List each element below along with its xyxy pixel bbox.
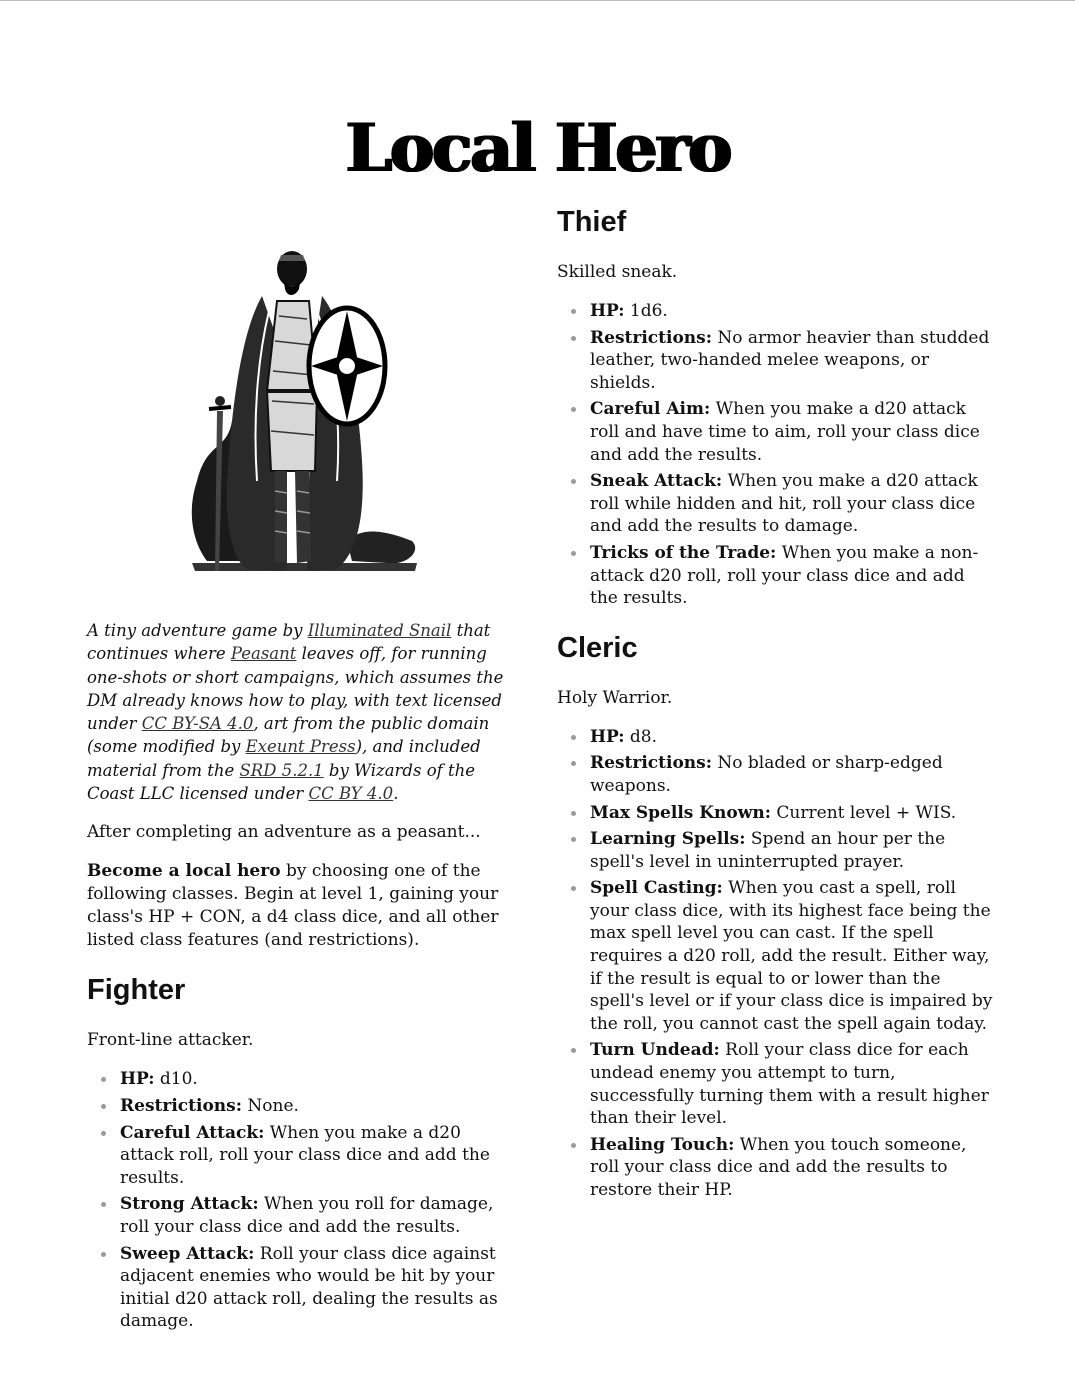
- list-item: [120, 1243, 517, 1333]
- left-column: [87, 231, 517, 1337]
- feature-label: HP:: [120, 1069, 155, 1090]
- feature-label: Careful Aim:: [590, 399, 711, 420]
- link-peasant[interactable]: Peasant: [230, 644, 297, 664]
- feature-text: No bladed or sharp-edged weapons.: [590, 753, 943, 796]
- right-column: [557, 206, 997, 1206]
- intro-text: A tiny adventure game by: [87, 621, 308, 640]
- feature-label: Sneak Attack:: [590, 471, 723, 492]
- feature-label: Sweep Attack:: [120, 1243, 255, 1264]
- knight-illustration: [187, 241, 427, 591]
- feature-label: Strong Attack:: [120, 1194, 259, 1215]
- list-item: [590, 802, 997, 825]
- become-hero-paragraph: [87, 860, 517, 952]
- feature-label: Restrictions:: [120, 1095, 242, 1116]
- feature-text: When you make a non-attack d20 roll, roll your class dice and add the results.: [590, 542, 979, 609]
- feature-text: d10.: [154, 1069, 198, 1090]
- list-item: [590, 1039, 997, 1129]
- list-item: [590, 1134, 997, 1202]
- list-item: [590, 726, 997, 749]
- feature-label: Learning Spells:: [590, 829, 746, 850]
- feature-label: HP:: [590, 301, 625, 321]
- list-item: [590, 470, 997, 538]
- fighter-heading: Fighter: [87, 974, 186, 1007]
- feature-text: When you make a d20 attack roll, roll your class dice and add the results.: [120, 1122, 490, 1188]
- list-item: [120, 1095, 517, 1118]
- feature-text: When you make a d20 attack roll while hidden and hit, roll your class dice and add the results to damage.: [590, 471, 978, 537]
- intro-paragraph: [87, 619, 517, 805]
- intro-text: ), and included material from the: [87, 737, 481, 780]
- list-item: [590, 752, 997, 797]
- intro-text: by Wizards of the Coast LLC licensed under: [87, 760, 476, 804]
- feature-label: Max Spells Known:: [590, 802, 772, 823]
- feature-label: Careful Attack:: [120, 1122, 265, 1143]
- list-item: [120, 1122, 517, 1190]
- thief-heading: Thief: [557, 206, 627, 238]
- intro-text: , art from the public domain (some modified by: [87, 714, 490, 757]
- cleric-features: [557, 726, 997, 1202]
- intro-text: leaves off, for running one-shots or short campaigns, which assumes the DM already knows how to play, with text licensed under: [87, 644, 504, 734]
- feature-text: When you make a d20 attack roll and have time to aim, roll your class dice and add the results.: [590, 399, 980, 465]
- link-cc-by[interactable]: CC BY 4.0: [308, 784, 394, 804]
- link-cc-by-sa[interactable]: CC BY-SA 4.0: [141, 714, 254, 734]
- link-srd[interactable]: SRD 5.2.1: [239, 760, 324, 780]
- feature-text: 1d6.: [624, 301, 668, 321]
- thief-features: [557, 300, 997, 610]
- link-exeunt-press[interactable]: Exeunt Press: [245, 737, 356, 757]
- fighter-features: [87, 1068, 517, 1333]
- thief-tagline: Skilled sneak.: [557, 262, 678, 282]
- feature-label: Restrictions:: [590, 327, 712, 348]
- list-item: [120, 1193, 517, 1238]
- cleric-tagline: Holy Warrior.: [557, 687, 673, 708]
- feature-text: Spend an hour per the spell's level in uninterrupted prayer.: [590, 829, 946, 872]
- list-item: [590, 542, 997, 610]
- feature-text: When you roll for damage, roll your class dice and add the results.: [120, 1194, 494, 1237]
- feature-label: Healing Touch:: [590, 1134, 735, 1155]
- become-hero-bold: Become a local hero: [87, 861, 281, 882]
- feature-text: When you touch someone, roll your class dice and add the results to restore their HP.: [590, 1134, 967, 1200]
- feature-text: Roll your class dice against adjacent enemies who would be hit by your initial d20 attack roll, dealing the results as damage.: [120, 1243, 498, 1332]
- intro-text: that continues where: [87, 621, 491, 664]
- feature-text: d8.: [624, 726, 658, 747]
- feature-text: Current level + WIS.: [771, 802, 957, 823]
- list-item: [590, 327, 997, 395]
- after-adventure-text: After completing an adventure as a peasant...: [87, 822, 481, 843]
- feature-text: Roll your class dice for each undead enemy you attempt to turn, successfully turning them with a result higher than their level.: [590, 1040, 989, 1129]
- become-hero-text: by choosing one of the following classes. Begin at level 1, gaining your class's HP + CON, a d4 class dice, and all other listed class features (and restrictions).: [87, 861, 499, 951]
- list-item: [590, 300, 997, 323]
- feature-text: No armor heavier than studded leather, two-handed melee weapons, or shields.: [590, 327, 990, 393]
- feature-label: Turn Undead:: [590, 1040, 720, 1061]
- feature-text: When you cast a spell, roll your class dice, with its highest face being the max spell level you can cast. If the spell requires a d20 roll, add the result. Either way, if the result is equal to or lower than the spell's level or if your class dice is impaired by the roll, you cannot cast the spell again today.: [590, 878, 993, 1034]
- fighter-tagline: Front-line attacker.: [87, 1030, 254, 1051]
- list-item: [590, 828, 997, 873]
- feature-label: Restrictions:: [590, 753, 712, 774]
- intro-text: .: [393, 784, 399, 804]
- feature-label: Spell Casting:: [590, 878, 723, 899]
- feature-label: HP:: [590, 726, 625, 747]
- list-item: [120, 1068, 517, 1091]
- list-item: [590, 877, 997, 1035]
- feature-text: None.: [242, 1095, 299, 1116]
- cleric-heading: Cleric: [557, 631, 638, 664]
- list-item: [590, 398, 997, 466]
- feature-label: Tricks of the Trade:: [590, 542, 777, 563]
- link-illuminated-snail[interactable]: Illuminated Snail: [307, 621, 452, 640]
- page-title: Local Hero: [345, 109, 730, 187]
